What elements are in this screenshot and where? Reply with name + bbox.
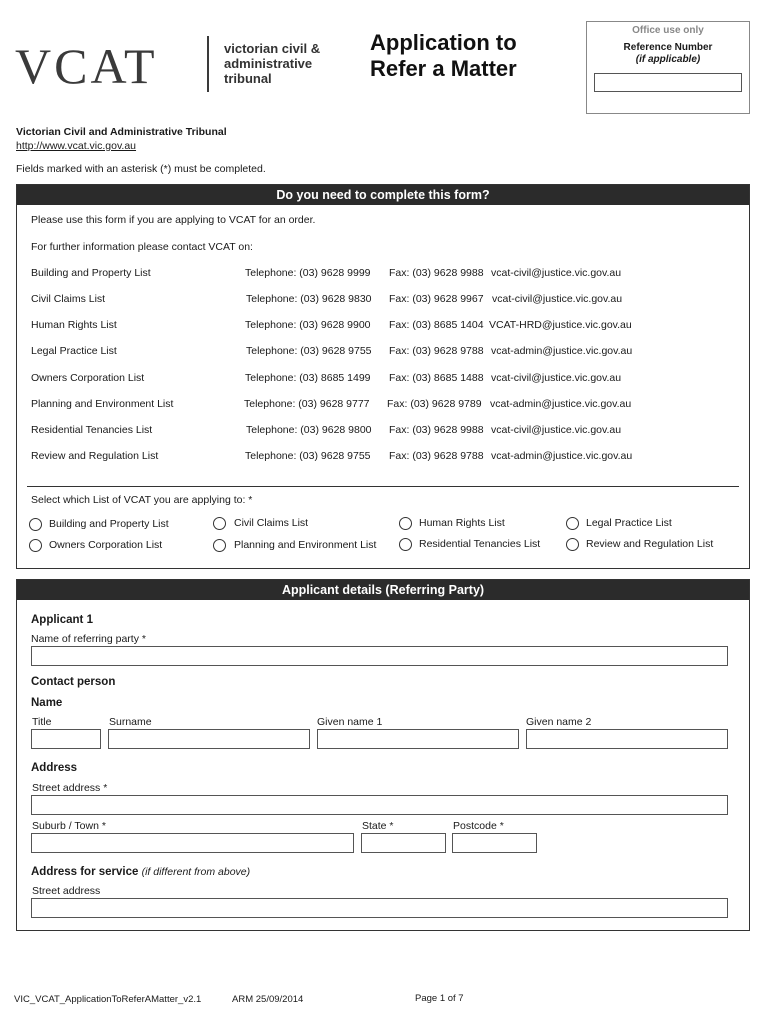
contact-email: vcat-civil@justice.vic.gov.au <box>491 372 622 384</box>
title-input[interactable] <box>31 729 101 749</box>
section-1-line2: For further information please contact VCAT on: <box>31 241 253 253</box>
address-for-service-note: (if different from above) <box>141 866 251 878</box>
given-name-1-label: Given name 1 <box>317 716 383 728</box>
contact-list-name: Residential Tenancies List <box>31 424 153 436</box>
given-name-1-input[interactable] <box>317 729 519 749</box>
list-select-prompt: Select which List of VCAT you are applying to: * <box>31 494 253 506</box>
section-1-heading: Do you need to complete this form? <box>17 185 749 205</box>
form-title-line2: Refer a Matter <box>370 56 517 81</box>
contact-email: vcat-civil@justice.vic.gov.au <box>492 293 623 305</box>
reference-number-note: (if applicable) <box>635 54 701 65</box>
radio-civil-claims[interactable] <box>213 517 226 530</box>
form-title-line1: Application to <box>370 30 517 55</box>
contact-list-name: Owners Corporation List <box>31 372 145 384</box>
contact-fax: Fax: (03) 9628 9788 <box>389 450 484 462</box>
radio-building-property[interactable] <box>29 518 42 531</box>
radio-human-rights[interactable] <box>399 517 412 530</box>
radio-label: Owners Corporation List <box>49 539 163 551</box>
service-street-input[interactable] <box>31 898 728 918</box>
contact-telephone: Telephone: (03) 8685 1499 <box>245 372 371 384</box>
postcode-label: Postcode * <box>453 820 504 832</box>
postcode-input[interactable] <box>452 833 537 853</box>
contact-email: vcat-admin@justice.vic.gov.au <box>490 398 632 410</box>
referring-party-label: Name of referring party * <box>31 633 146 645</box>
radio-label: Legal Practice List <box>586 517 672 529</box>
radio-label: Review and Regulation List <box>586 538 714 550</box>
radio-review-regulation[interactable] <box>566 538 579 551</box>
contact-fax: Fax: (03) 9628 9788 <box>389 345 484 357</box>
contact-list-name: Building and Property List <box>31 267 151 279</box>
contact-list-name: Planning and Environment List <box>31 398 174 410</box>
applicant-heading: Applicant 1 <box>31 614 93 626</box>
reference-number-input[interactable] <box>594 73 742 92</box>
state-input[interactable] <box>361 833 446 853</box>
address-for-service-heading <box>31 866 250 878</box>
contact-email: vcat-civil@justice.vic.gov.au <box>491 267 622 279</box>
radio-label: Planning and Environment List <box>234 539 377 551</box>
contact-fax: Fax: (03) 8685 1488 <box>389 372 484 384</box>
contact-fax: Fax: (03) 9628 9967 <box>389 293 484 305</box>
vcat-logo-wordmark: VCAT <box>15 38 158 94</box>
contact-email: vcat-civil@justice.vic.gov.au <box>491 424 622 436</box>
contact-telephone: Telephone: (03) 9628 9755 <box>245 450 371 462</box>
surname-label: Surname <box>109 716 152 728</box>
office-use-heading: Office use only <box>632 25 704 36</box>
referring-party-input[interactable] <box>31 646 728 666</box>
contact-list-name: Civil Claims List <box>31 293 106 305</box>
org-name: Victorian Civil and Administrative Tribunal <box>16 126 227 138</box>
contact-telephone: Telephone: (03) 9628 9777 <box>244 398 370 410</box>
contact-fax: Fax: (03) 9628 9988 <box>389 424 484 436</box>
contact-telephone: Telephone: (03) 9628 9800 <box>246 424 372 436</box>
state-label: State * <box>362 820 394 832</box>
contact-telephone: Telephone: (03) 9628 9999 <box>245 267 371 279</box>
contact-email: VCAT-HRD@justice.vic.gov.au <box>489 319 632 331</box>
divider <box>27 486 739 487</box>
radio-label: Building and Property List <box>49 518 169 530</box>
contact-fax: Fax: (03) 9628 9988 <box>389 267 484 279</box>
surname-input[interactable] <box>108 729 310 749</box>
given-name-2-label: Given name 2 <box>526 716 592 728</box>
radio-label: Residential Tenancies List <box>419 538 541 550</box>
vcat-website-link[interactable]: http://www.vcat.vic.gov.au <box>16 140 137 152</box>
radio-owners-corporation[interactable] <box>29 539 42 552</box>
section-1-line1: Please use this form if you are applying to VCAT for an order. <box>31 214 316 226</box>
footer-page-number: Page 1 of 7 <box>415 993 464 1004</box>
logo-subtitle-line2: administrative <box>224 56 313 71</box>
title-label: Title <box>32 716 52 728</box>
street-address-label: Street address * <box>32 782 108 794</box>
street-address-input[interactable] <box>31 795 728 815</box>
given-name-2-input[interactable] <box>526 729 728 749</box>
radio-residential-tenancies[interactable] <box>399 538 412 551</box>
contact-email: vcat-admin@justice.vic.gov.au <box>491 345 633 357</box>
footer-doc-id: VIC_VCAT_ApplicationToReferAMatter_v2.1 <box>14 994 202 1005</box>
contact-list-name: Human Rights List <box>31 319 117 331</box>
office-use-box <box>586 21 750 114</box>
contact-email: vcat-admin@justice.vic.gov.au <box>491 450 633 462</box>
suburb-input[interactable] <box>31 833 354 853</box>
contact-telephone: Telephone: (03) 9628 9900 <box>245 319 371 331</box>
asterisk-note: Fields marked with an asterisk (*) must be completed. <box>16 163 266 175</box>
radio-label: Human Rights List <box>419 517 505 529</box>
contact-list-name: Legal Practice List <box>31 345 117 357</box>
radio-label: Civil Claims List <box>234 517 309 529</box>
section-applicant-details <box>16 579 750 931</box>
footer-arm-date: ARM 25/09/2014 <box>232 994 304 1005</box>
logo-divider <box>207 36 209 92</box>
section-2-heading: Applicant details (Referring Party) <box>17 580 749 600</box>
radio-legal-practice[interactable] <box>566 517 579 530</box>
suburb-label: Suburb / Town * <box>32 820 106 832</box>
logo-subtitle-line1: victorian civil & <box>224 41 321 56</box>
logo-subtitle-line3: tribunal <box>224 71 272 86</box>
reference-number-label: Reference Number <box>623 42 713 53</box>
contact-fax: Fax: (03) 9628 9789 <box>387 398 482 410</box>
address-for-service-title: Address for service <box>31 866 139 878</box>
contact-fax: Fax: (03) 8685 1404 <box>389 319 484 331</box>
name-heading: Name <box>31 697 63 709</box>
contact-telephone: Telephone: (03) 9628 9755 <box>246 345 372 357</box>
contact-telephone: Telephone: (03) 9628 9830 <box>246 293 372 305</box>
address-heading: Address <box>31 762 78 774</box>
contact-list-name: Review and Regulation List <box>31 450 159 462</box>
service-street-label: Street address <box>32 885 101 897</box>
radio-planning-environment[interactable] <box>213 539 226 552</box>
contact-person-heading: Contact person <box>31 676 116 688</box>
